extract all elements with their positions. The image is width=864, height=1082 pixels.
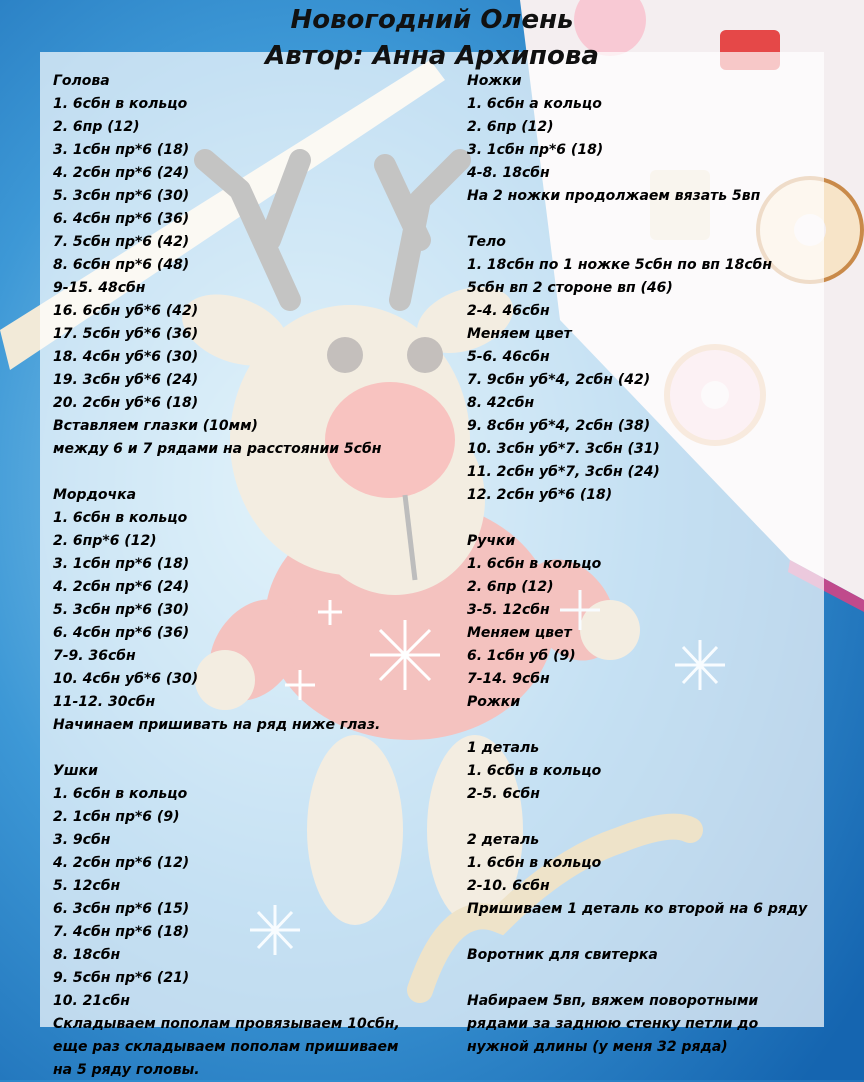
pattern-line: Складываем пополам провязываем 10сбн, [53,1016,400,1032]
pattern-line: 9. 5сбн пр*6 (21) [53,970,190,986]
pattern-line: Меняем цвет [467,326,572,342]
pattern-line: нужной длины (у меня 32 ряда) [467,1039,728,1055]
pattern-line: 7-9. 36сбн [53,648,136,664]
pattern-line: 5. 3сбн пр*6 (30) [53,602,190,618]
pattern-line: 1. 6сбн в кольцо [53,96,188,112]
pattern-line: 7. 5сбн пр*6 (42) [53,234,190,250]
pattern-line [467,806,807,829]
pattern-line: 3. 1сбн пр*6 (18) [53,142,190,158]
pattern-line: 9. 8сбн уб*4, 2сбн (38) [467,418,651,434]
pattern-right-column [467,70,807,1059]
pattern-line: Набираем 5вп, вяжем поворотными [467,993,759,1009]
pattern-line: 7. 9сбн уб*4, 2сбн (42) [467,372,651,388]
pattern-line: 8. 6сбн пр*6 (48) [53,257,190,273]
pattern-line: 5. 12сбн [53,878,121,894]
pattern-line: 5-6. 46сбн [467,349,550,365]
pattern-line: 12. 2сбн уб*6 (18) [467,487,613,503]
pattern-line: 7-14. 9сбн [467,671,550,687]
pattern-line: Голова [53,73,110,89]
pattern-line: Начинаем пришивать на ряд ниже глаз. [53,717,381,733]
pattern-line: 6. 4сбн пр*6 (36) [53,625,190,641]
pattern-line: 2-4. 46сбн [467,303,550,319]
pattern-line: 1 деталь [467,740,540,756]
pattern-line: рядами за заднюю стенку петли до [467,1016,759,1032]
pattern-line: 2. 1сбн пр*6 (9) [53,809,180,825]
pattern-line: 9-15. 48сбн [53,280,146,296]
pattern-line: 2-5. 6сбн [467,786,540,802]
pattern-line: 2. 6пр (12) [53,119,140,135]
pattern-line: 2-10. 6сбн [467,878,550,894]
pattern-line: 18. 4сбн уб*6 (30) [53,349,199,365]
pattern-line: 5сбн вп 2 стороне вп (46) [467,280,673,296]
pattern-line [467,208,807,231]
pattern-line: 5. 3сбн пр*6 (30) [53,188,190,204]
pattern-line: 7. 4сбн пр*6 (18) [53,924,190,940]
pattern-line: 4. 2сбн пр*6 (12) [53,855,190,871]
pattern-line [467,967,807,990]
pattern-line: Ножки [467,73,522,89]
pattern-line: 17. 5сбн уб*6 (36) [53,326,199,342]
pattern-line: 10. 4сбн уб*6 (30) [53,671,199,687]
pattern-line: 16. 6сбн уб*6 (42) [53,303,199,319]
pattern-line: 11. 2сбн уб*7, 3сбн (24) [467,464,660,480]
pattern-line: 2. 6пр (12) [467,579,554,595]
pattern-line [467,507,807,530]
pattern-line: Меняем цвет [467,625,572,641]
pattern-line: 1. 6сбн а кольцо [467,96,602,112]
pattern-line: еще раз складываем пополам пришиваем [53,1039,399,1055]
pattern-line: Ушки [53,763,98,779]
pattern-line [53,461,400,484]
pattern-line: 3. 1сбн пр*6 (18) [53,556,190,572]
pattern-line: 2. 6пр (12) [467,119,554,135]
pattern-line: Рожки [467,694,521,710]
pattern-line: 10. 3сбн уб*7. 3сбн (31) [467,441,660,457]
pattern-line: 2 деталь [467,832,540,848]
page-title: Новогодний Олень [290,5,574,35]
pattern-line: 6. 4сбн пр*6 (36) [53,211,190,227]
pattern-line: 3-5. 12сбн [467,602,550,618]
pattern-line [467,921,807,944]
pattern-line: 1. 6сбн в кольцо [467,763,602,779]
pattern-line: 6. 3сбн пр*6 (15) [53,901,190,917]
pattern-line: 1. 6сбн в кольцо [53,510,188,526]
pattern-line: 8. 18сбн [53,947,121,963]
pattern-line: 20. 2сбн уб*6 (18) [53,395,199,411]
pattern-line: 1. 6сбн в кольцо [53,786,188,802]
pattern-line: 2. 6пр*6 (12) [53,533,157,549]
pattern-left-column [53,70,400,1082]
pattern-line: 10. 21сбн [53,993,130,1009]
pattern-line: 8. 42сбн [467,395,535,411]
pattern-line: 11-12. 30сбн [53,694,156,710]
pattern-line [467,714,807,737]
pattern-line: на 5 ряду головы. [53,1062,200,1078]
pattern-line: 3. 9сбн [53,832,111,848]
pattern-line: 3. 1сбн пр*6 (18) [467,142,604,158]
pattern-line: 4-8. 18сбн [467,165,550,181]
pattern-line: Вставляем глазки (10мм) [53,418,258,434]
pattern-line: 1. 6сбн в кольцо [467,855,602,871]
pattern-line: Пришиваем 1 деталь ко второй на 6 ряду [467,901,808,917]
pattern-line: 6. 1сбн уб (9) [467,648,576,664]
pattern-line [53,737,400,760]
pattern-line: На 2 ножки продолжаем вязать 5вп [467,188,761,204]
pattern-line: 19. 3сбн уб*6 (24) [53,372,199,388]
pattern-line: 1. 6сбн в кольцо [467,556,602,572]
pattern-line: между 6 и 7 рядами на расстоянии 5сбн [53,441,382,457]
pattern-line: 4. 2сбн пр*6 (24) [53,579,190,595]
pattern-line: Тело [467,234,506,250]
pattern-line: 4. 2сбн пр*6 (24) [53,165,190,181]
pattern-line: Ручки [467,533,516,549]
pattern-line: 1. 18сбн по 1 ножке 5сбн по вп 18сбн [467,257,773,273]
author-line: Автор: Анна Архипова [265,41,599,71]
pattern-line: Мордочка [53,487,137,503]
pattern-line: Воротник для свитерка [467,947,658,963]
